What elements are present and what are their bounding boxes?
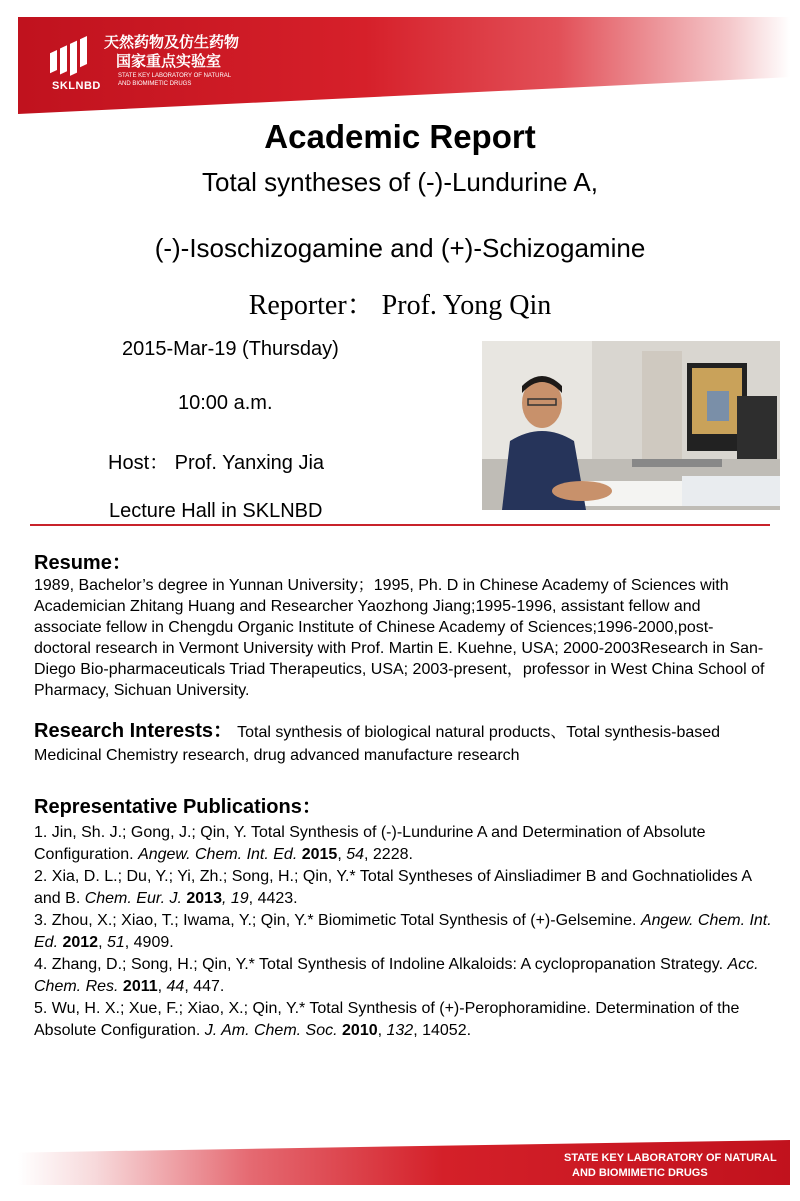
resume-heading: Resume：	[34, 552, 132, 574]
publication-item: 5. Wu, H. X.; Xue, F.; Xiao, X.; Qin, Y.* Total Synthesis of (+)-Perophoramidine. Determination of the Absolute Configuration. J. Am. Chem. Soc. 2010, 132, 14052.	[34, 1000, 740, 1039]
event-date: 2015-Mar-19 (Thursday)	[122, 338, 339, 360]
footer-lab-name: STATE KEY LABORATORY OF NATURAL AND BIOMIMETIC DRUGS	[564, 1152, 777, 1179]
section-divider	[30, 524, 770, 526]
research-text: Total synthesis of biological natural products、Total synthesis-based Medicinal Chemistry research, drug advanced manufacture research	[34, 724, 721, 764]
publication-item: 3. Zhou, X.; Xiao, T.; Iwama, Y.; Qin, Y.* Biomimetic Total Synthesis of (+)-Gelsemine. Angew. Chem. Int. Ed. 2012, 51, 4909.	[34, 912, 772, 951]
lab-name-cn: 天然药物及仿生药物 国家重点实验室	[104, 33, 240, 70]
publication-item: 1. Jin, Sh. J.; Gong, J.; Qin, Y. Total Synthesis of (-)-Lundurine A and Determination of Absolute Configuration. Angew. Chem. Int. Ed. 2015, 54, 2228.	[34, 824, 706, 863]
logo-text: SKLNBD	[52, 80, 101, 92]
report-title: Academic Report	[264, 118, 536, 155]
publications-section	[34, 790, 774, 1042]
event-venue: Lecture Hall in SKLNBD	[109, 500, 323, 522]
event-host: Host： Prof. Yanxing Jia	[108, 452, 325, 474]
resume-section	[34, 546, 769, 701]
lab-name-en: STATE KEY LABORATORY OF NATURAL AND BIOMIMETIC DRUGS	[118, 73, 232, 87]
subtitle-line-2: (-)-Isoschizogamine and (+)-Schizogamine	[154, 233, 646, 263]
publication-item: 2. Xia, D. L.; Du, Y.; Yi, Zh.; Song, H.; Qin, Y.* Total Syntheses of Ainsliadimer B and Gochnatiolides A and B. Chem. Eur. J. 2013, 19, 4423.	[34, 868, 752, 907]
reporter: Reporter： Prof. Yong Qin	[248, 290, 552, 321]
publication-item: 4. Zhang, D.; Song, H.; Qin, Y.* Total Synthesis of Indoline Alkaloids: A cyclopropanation Strategy. Acc. Chem. Res. 2011, 44, 447.	[34, 956, 759, 995]
subtitle-line-1: Total syntheses of (-)-Lundurine A,	[202, 167, 598, 197]
resume-text: 1989, Bachelor’s degree in Yunnan University；1995, Ph. D in Chinese Academy of Sciences with Academician Zhitang Huang and Researcher Yaozhong Jiang;1995-1996, assistant fellow and associate fellow in Chengdu Organic Institute of Chinese Academy of Sciences;1996-2000,post-doctoral research in Vermont University with Prof. Martin E. Kuehne, USA; 2000-2003Research in San-Diego Bio-pharmaceuticals Triad Therapeutics, USA; 2003-present，professor in West China School of Pharmacy, Sichuan University.	[34, 577, 765, 699]
research-heading: Research Interests：	[34, 720, 233, 742]
speaker-photo	[482, 341, 780, 510]
research-interests-section	[34, 720, 774, 767]
publications-heading: Representative Publications：	[34, 796, 322, 818]
event-time: 10:00 a.m.	[178, 392, 273, 414]
